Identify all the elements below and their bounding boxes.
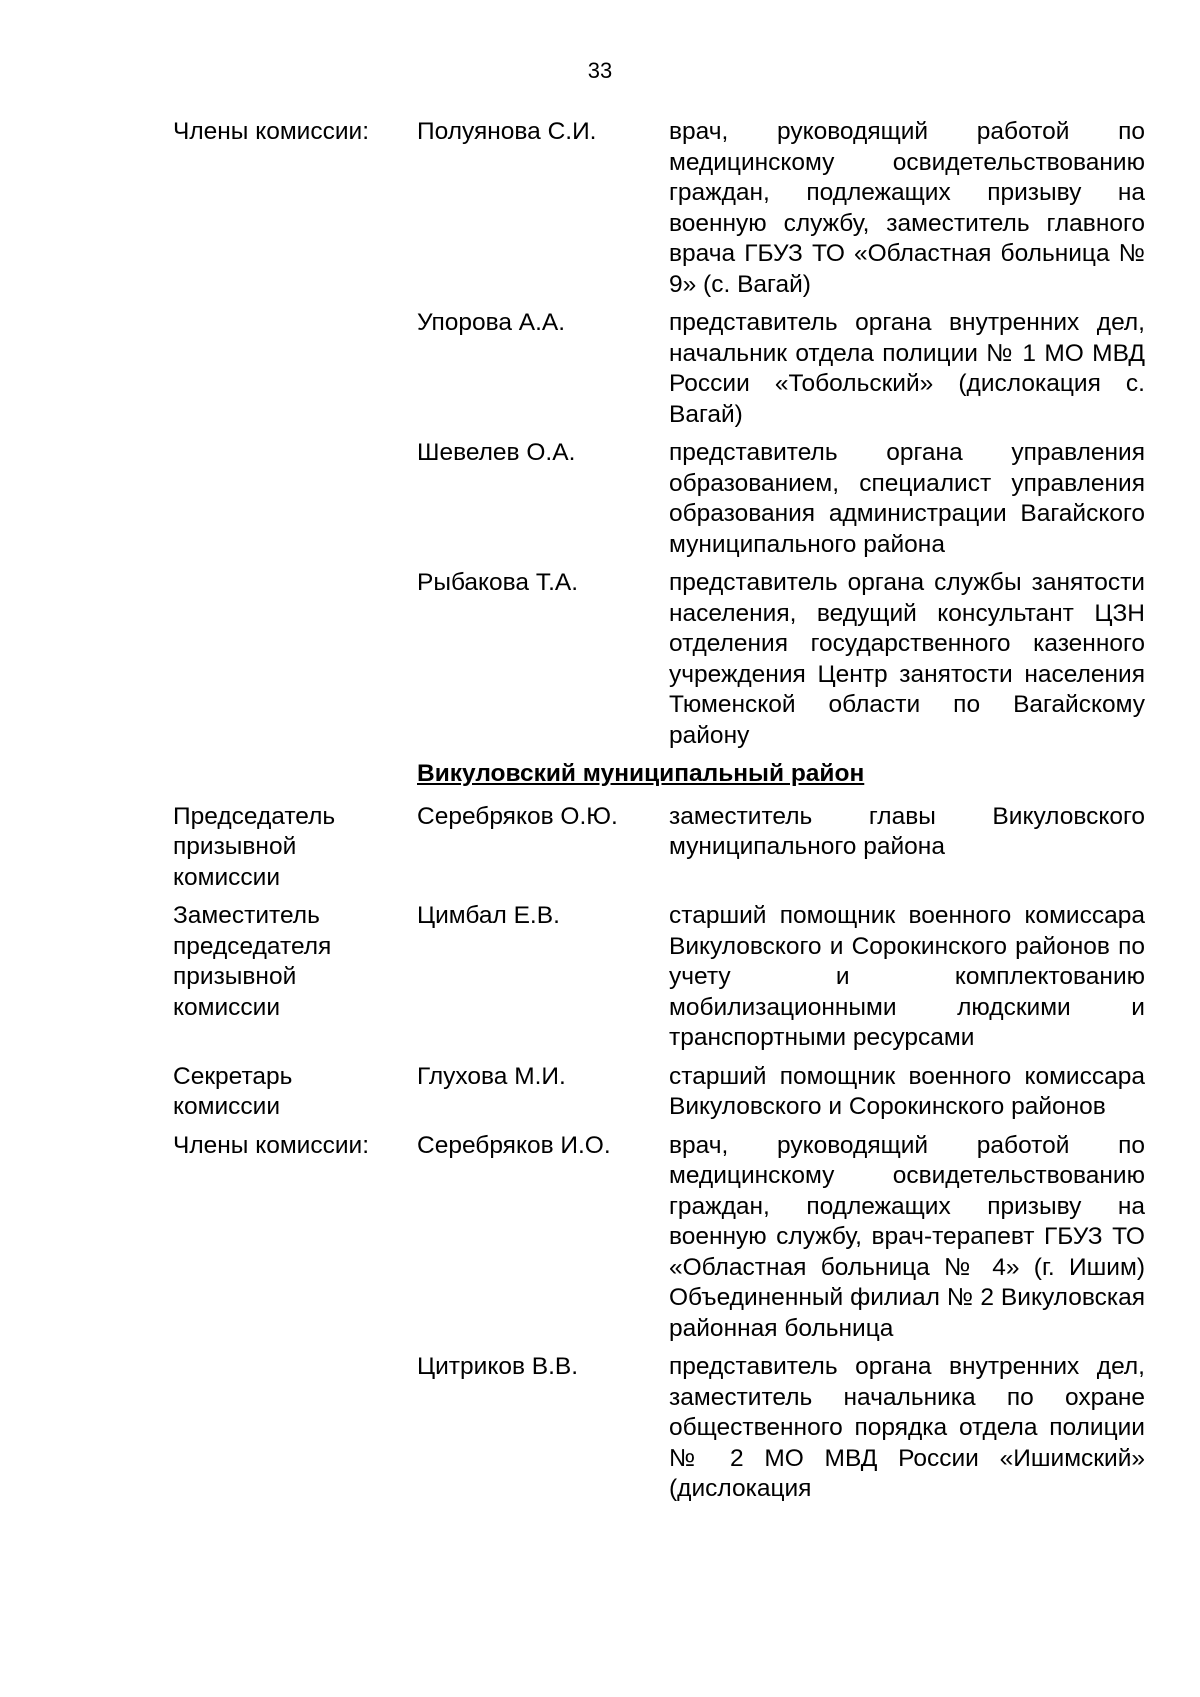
commission-member-list [173, 117, 1145, 1513]
member-name: Рыбакова Т.А. [417, 569, 579, 596]
member-position: старший помощник военного комиссара Викуловского и Сорокинского районов [669, 1062, 1145, 1120]
commission-member-row [173, 901, 1145, 1054]
member-name: Шевелев О.А. [417, 439, 576, 466]
member-position: представитель органа службы занятости населения, ведущий консультант ЦЗН отделения государственного казенного учреждения Центр занятости населения Тюменской области по Вагайскому району [669, 569, 1145, 749]
member-role: Председатель призывной комиссии [173, 802, 336, 891]
member-position: представитель органа внутренних дел, заместитель начальника по охране общественного порядка отдела полиции № 2 МО МВД России «Ишимский» (дислокация [669, 1353, 1145, 1502]
commission-member-row [173, 1062, 1145, 1123]
member-role [173, 568, 417, 751]
member-position: врач, руководящий работой по медицинскому освидетельствованию граждан, подлежащих призыву на военную службу, врач-терапевт ГБУЗ ТО «Областная больница № 4» (г. Ишим) Объединенный филиал № 2 Викуловская районная больница [669, 1131, 1145, 1342]
member-role: Члены комиссии: [173, 1131, 370, 1159]
commission-member-row [173, 308, 1145, 430]
member-role: Секретарь комиссии [173, 1062, 293, 1120]
member-name: Полуянова С.И. [417, 118, 597, 145]
commission-member-row [173, 117, 1145, 300]
commission-member-row [173, 1352, 1145, 1505]
member-name: Упорова А.А. [417, 309, 566, 336]
member-position: врач, руководящий работой по медицинскому освидетельствованию граждан, подлежащих призыву на военную службу, заместитель главного врача ГБУЗ ТО «Областная больница № 9» (с. Вагай) [669, 118, 1145, 298]
member-position: представитель органа управления образованием, специалист управления образования администрации Вагайского муниципального района [669, 439, 1145, 558]
commission-member-row [173, 568, 1145, 751]
member-role [173, 308, 417, 430]
commission-member-row [173, 438, 1145, 560]
commission-member-row [173, 1131, 1145, 1345]
commission-member-row [173, 802, 1145, 894]
member-position: заместитель главы Викуловского муниципального района [669, 802, 1145, 860]
member-name: Глухова М.И. [417, 1062, 566, 1090]
district-heading: Викуловский муниципальный район [417, 760, 865, 787]
member-role: Члены комиссии: [173, 118, 370, 145]
member-name: Цимбал Е.В. [417, 902, 560, 929]
member-role: Заместитель председателя призывной комиссии [173, 902, 332, 1021]
member-name: Серебряков О.Ю. [417, 802, 618, 830]
member-position: представитель органа внутренних дел, начальник отдела полиции № 1 МО МВД России «Тобольский» (дислокация с. Вагай) [669, 309, 1145, 428]
member-name: Цитриков В.В. [417, 1353, 579, 1380]
member-name: Серебряков И.О. [417, 1131, 611, 1159]
page-number: 33 [587, 58, 613, 83]
member-role [173, 438, 417, 560]
member-role [173, 1352, 417, 1505]
member-position: старший помощник военного комиссара Викуловского и Сорокинского районов по учету и комплектованию мобилизационными людскими и транспортными ресурсами [669, 902, 1145, 1051]
